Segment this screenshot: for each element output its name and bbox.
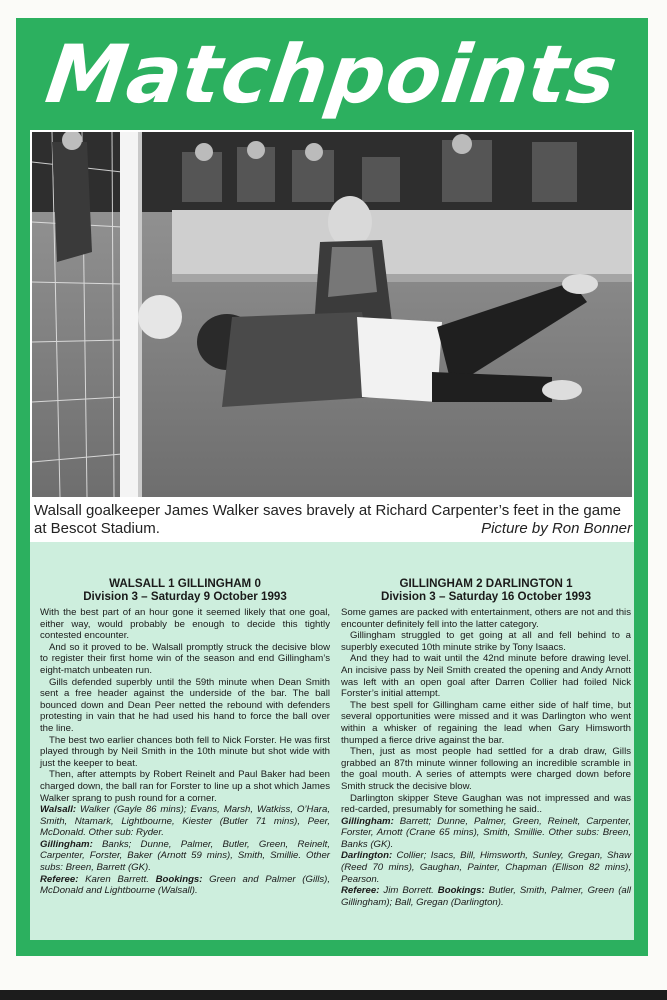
lineup-text: Walker (Gayle 86 mins); Evans, Marsh, Watkiss, O’Hara, Smith, Ntamark, Lightbourne, Kiester (Butler 71 mins), Peer, McDonald. Other sub: Ryder. bbox=[40, 804, 331, 839]
bookings-label: Bookings: bbox=[437, 885, 485, 897]
report-heading: WALSALL 1 GILLINGHAM 0 bbox=[109, 577, 261, 590]
report-paragraph: The best spell for Gillingham came either side of half time, but several opportunities were missed and it was Darlington who went within a whisker of regaining the lead when Gary Himsworth thumped a fierce drive against the bar. bbox=[341, 699, 631, 746]
lineup bbox=[40, 839, 330, 874]
report-subheading: Division 3 – Saturday 16 October 1993 bbox=[380, 589, 592, 603]
lineup bbox=[40, 804, 330, 839]
bookings-text: Green and Palmer (Gills), McDonald and Lightbourne (Walsall). bbox=[40, 873, 331, 897]
lineup-label: Darlington: bbox=[341, 850, 393, 862]
report-paragraph: And they had to wait until the 42nd minute before drawing level. An incisive pass by Neil Smith created the opening and Andy Arnott was left with an open goal after Darren Collier had foiled Nick Forster’s initial attempt. bbox=[341, 653, 631, 700]
report-heading: GILLINGHAM 2 DARLINGTON 1 bbox=[399, 577, 573, 590]
lineup bbox=[341, 850, 631, 885]
bookings-label: Bookings: bbox=[155, 873, 203, 885]
lineup-label: Gillingham: bbox=[341, 815, 394, 827]
referee-name: Karen Barrett. bbox=[85, 873, 149, 885]
report-paragraph: Then, just as most people had settled for a drab draw, Gills grabbed an 87th minute winner following an incredible scramble in the goal mouth. A series of attempts were charged down before Smith struck the decisive blow. bbox=[341, 746, 631, 792]
photo-credit: Picture by Ron Bonner bbox=[481, 520, 632, 537]
lineup-text: Collier; Isacs, Bill, Himsworth, Sunley, Gregan, Shaw (Reed 70 mins), Gaughan, Painter, Chapman (Ellison 82 mins), Pearson. bbox=[341, 850, 631, 885]
report-paragraph: Gills defended superbly until the 59th minute when Dean Smith sent a free header against the underside of the bar. The ball bounced down and Dean Peer netted the rebound with defenders protesting in vain that he had used his hand to force the ball over the line. bbox=[40, 676, 330, 734]
lineup-text: Banks; Dunne, Palmer, Butler, Green, Reinelt, Carpenter, Forster, Baker (Arnott 59 mins), Smith, Smillie. Other subs: Breen, Barrett (GK). bbox=[40, 838, 330, 874]
lineup-label: Walsall: bbox=[40, 804, 77, 816]
referee-name: Jim Borrett. bbox=[383, 885, 434, 897]
report-paragraph: And so it proved to be. Walsall promptly struck the decisive blow to register their first home win of the season and end Gillingham’s eight-match unbeaten run. bbox=[40, 641, 330, 676]
referee-line bbox=[341, 885, 631, 908]
match-reports-panel bbox=[30, 542, 634, 940]
lineup-text: Barrett; Dunne, Palmer, Green, Reinelt, Carpenter, Forster, Arnott (Crane 65 mins), Smith, Smillie. Other subs: Breen, Banks (GK). bbox=[341, 815, 631, 850]
goalkeeper-save-image bbox=[32, 132, 632, 497]
referee-label: Referee: bbox=[40, 873, 79, 885]
page-bottom-edge bbox=[0, 990, 667, 1000]
report-paragraph: Some games are packed with entertainment, others are not and this encounter definitely fell into the latter category. bbox=[341, 607, 631, 630]
match-photo bbox=[32, 132, 632, 497]
match-report-gillingham-darlington bbox=[341, 578, 631, 908]
page-title: Matchpoints bbox=[40, 28, 624, 121]
photo-caption: Walsall goalkeeper James Walker saves bravely at Richard Carpenter’s feet in the game at Bescot Stadium. bbox=[34, 502, 621, 537]
report-paragraph: Then, after attempts by Robert Reinelt and Paul Baker had been charged down, the ball ran for Forster to line up a shot which James Walker sprang to push round for a corner. bbox=[40, 769, 330, 804]
lineup bbox=[341, 816, 631, 851]
bookings-text: Butler, Smith, Palmer, Green (all Gillingham); Ball, Gregan (Darlington). bbox=[341, 885, 632, 908]
photo-panel bbox=[30, 130, 634, 549]
referee-label: Referee: bbox=[341, 885, 380, 897]
report-paragraph: With the best part of an hour gone it seemed likely that one goal, either way, would probably be enough to decide this tightly contested encounter. bbox=[40, 607, 330, 642]
report-paragraph: The best two earlier chances both fell to Nick Forster. He was first played through by Neil Smith in the 10th minute but shot wide with just the keeper to beat. bbox=[40, 734, 330, 769]
report-paragraph: Darlington skipper Steve Gaughan was not impressed and was red-carded, presumably for something he said.. bbox=[341, 792, 631, 816]
lineup-label: Gillingham: bbox=[40, 838, 93, 850]
report-paragraph: Gillingham struggled to get going at all and fell behind to a superbly executed 10th minute strike by Tony Isaacs. bbox=[341, 630, 631, 653]
match-report-walsall-gillingham bbox=[40, 578, 330, 897]
referee-line bbox=[40, 874, 330, 897]
report-subheading: Division 3 – Saturday 9 October 1993 bbox=[83, 589, 287, 603]
page-frame bbox=[16, 18, 648, 956]
